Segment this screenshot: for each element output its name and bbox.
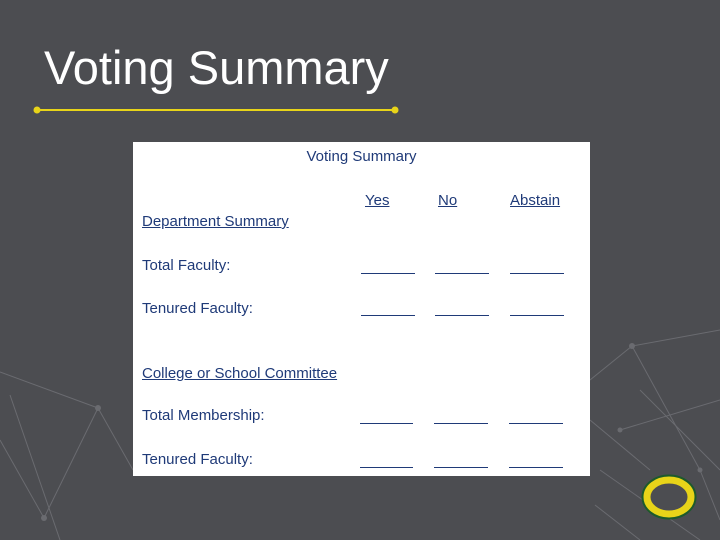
column-header-no: No <box>438 192 458 209</box>
blank-line-yes <box>361 315 415 316</box>
section-heading-college-committee: College or School Committee <box>142 365 338 382</box>
blank-line-abstain <box>510 273 564 274</box>
blank-line-abstain <box>509 423 563 424</box>
section-heading-department-summary: Department Summary <box>142 213 289 230</box>
slide-title: Voting Summary <box>44 41 389 94</box>
document-title: Voting Summary <box>306 148 417 165</box>
blank-line-no <box>434 423 488 424</box>
row-label-total-faculty: Total Faculty: <box>142 257 231 274</box>
row-label-tenured-faculty: Tenured Faculty: <box>142 451 253 468</box>
blank-line-yes <box>360 423 413 424</box>
blank-line-abstain <box>510 315 564 316</box>
blank-line-abstain <box>509 467 563 468</box>
title-underline-rule <box>31 104 401 116</box>
column-header-abstain: Abstain <box>510 192 561 209</box>
oregon-o-logo-icon <box>640 474 698 520</box>
voting-summary-document <box>133 142 590 476</box>
blank-line-no <box>434 467 488 468</box>
row-label-total-membership: Total Membership: <box>142 407 265 424</box>
blank-line-no <box>435 315 489 316</box>
column-header-yes: Yes <box>365 192 390 209</box>
blank-line-no <box>435 273 489 274</box>
blank-line-yes <box>361 273 415 274</box>
blank-line-yes <box>360 467 413 468</box>
row-label-tenured-faculty: Tenured Faculty: <box>142 300 253 317</box>
